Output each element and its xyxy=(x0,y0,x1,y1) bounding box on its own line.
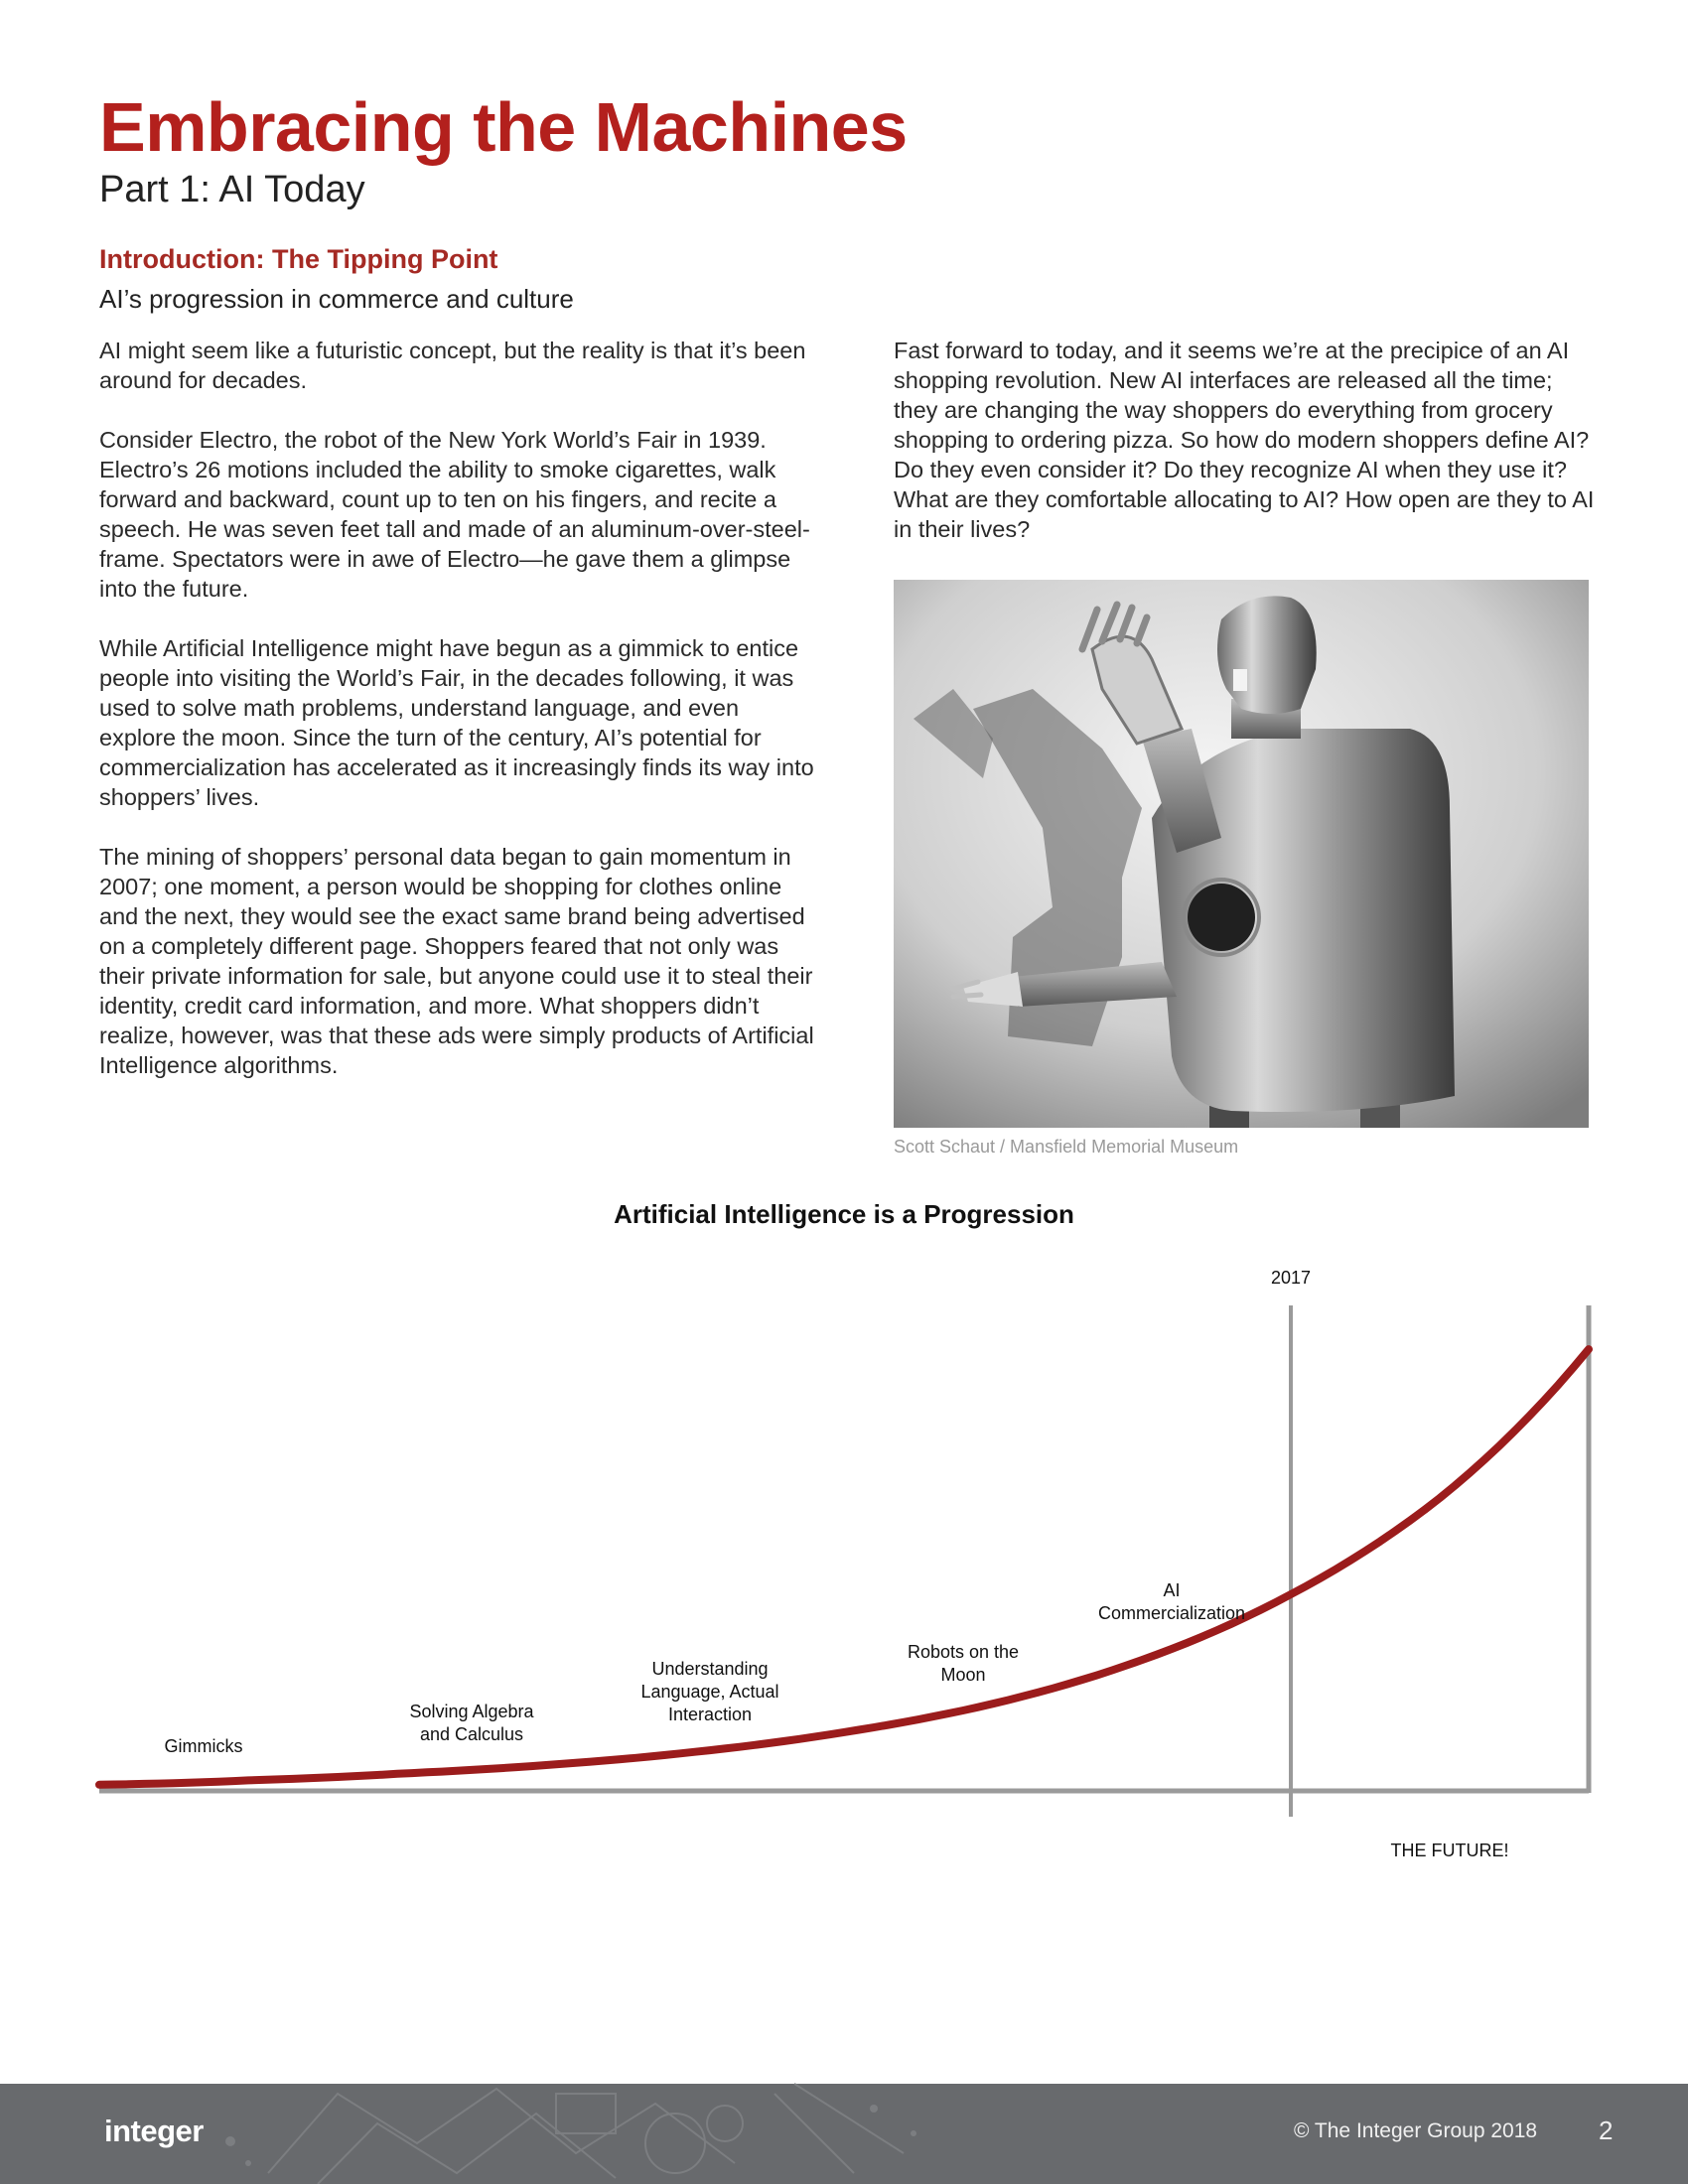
footer xyxy=(0,2084,1688,2184)
chart-axes xyxy=(99,1268,1589,1860)
annotation-label: AI Commercialization xyxy=(1097,1580,1246,1624)
paragraph: While Artificial Intelligence might have begun as a gimmick to entice people into visiting the World’s Fair, in the decades following, it was used to solve math problems, understand language, and even explore the moon. Since the turn of the century, AI’s potential for commercialization has accelerated as it increasingly finds its way into shoppers’ lives. xyxy=(99,635,814,810)
page-number: 2 xyxy=(1599,2116,1614,2145)
annotation-label: Robots on the Moon xyxy=(907,1641,1020,1685)
section-heading: Introduction: The Tipping Point xyxy=(99,244,498,274)
page-title: Embracing the Machines xyxy=(99,88,908,166)
right-column xyxy=(894,336,1599,574)
paragraph: Consider Electro, the robot of the New York World’s Fair in 1939. Electro’s 26 motions included the ability to smoke cigarettes, walk forward and backward, count up to ten on his fingers, and recite a speech. He was seven feet tall and made of an aluminum-over-steel-frame. Spectators were in awe of Electro—he gave them a glimpse into the future. xyxy=(99,427,810,602)
chart-series xyxy=(99,1349,1589,1785)
progression-curve xyxy=(99,1349,1589,1785)
marker-2017-label: 2017 xyxy=(1270,1268,1312,1288)
chart-annotations xyxy=(165,1580,1246,1756)
photo-credit: Scott Schaut / Mansfield Memorial Museum xyxy=(894,1137,1239,1157)
paragraph: Fast forward to today, and it seems we’re at the precipice of an AI shopping revolution. New AI interfaces are released all the time; they are changing the way shoppers do everything from grocery shopping to ordering pizza. So how do modern shoppers define AI? Do they even consider it? Do they recognize AI when they use it? What are they comfortable allocating to AI? How open are they to AI in their lives? xyxy=(894,338,1595,542)
copyright-text: © The Integer Group 2018 xyxy=(1294,2119,1538,2142)
paragraph: The mining of shoppers’ personal data began to gain momentum in 2007; one moment, a person would be shopping for clothes online and the next, they would see the exact same brand being advertised on a completely different page. Shoppers feared that not only was their private information for sale, but anyone could use it to steal their identity, credit card information, and more. What shoppers didn’t realize, however, was that these ads were simply products of Artificial Intelligence algorithms. xyxy=(99,844,814,1078)
left-column xyxy=(99,336,814,1110)
integer-logo: integer xyxy=(104,2114,204,2148)
progression-chart xyxy=(0,1251,1688,1860)
section-subheading: AI’s progression in commerce and culture xyxy=(99,284,574,314)
footer-sketch-art xyxy=(258,2084,953,2184)
page-subtitle: Part 1: AI Today xyxy=(99,169,365,210)
annotation-label: Gimmicks xyxy=(164,1736,243,1757)
electro-robot-photo xyxy=(894,580,1589,1128)
annotation-label: Understanding Language, Actual Interaction xyxy=(640,1659,779,1725)
paragraph: AI might seem like a futuristic concept, but the reality is that it’s been around for decades. xyxy=(99,338,806,393)
robot-illustration xyxy=(894,580,1589,1128)
chart-title: Artificial Intelligence is a Progression xyxy=(614,1199,1074,1229)
future-label: THE FUTURE! xyxy=(1390,1841,1509,1860)
annotation-label: Solving Algebra and Calculus xyxy=(409,1701,534,1744)
